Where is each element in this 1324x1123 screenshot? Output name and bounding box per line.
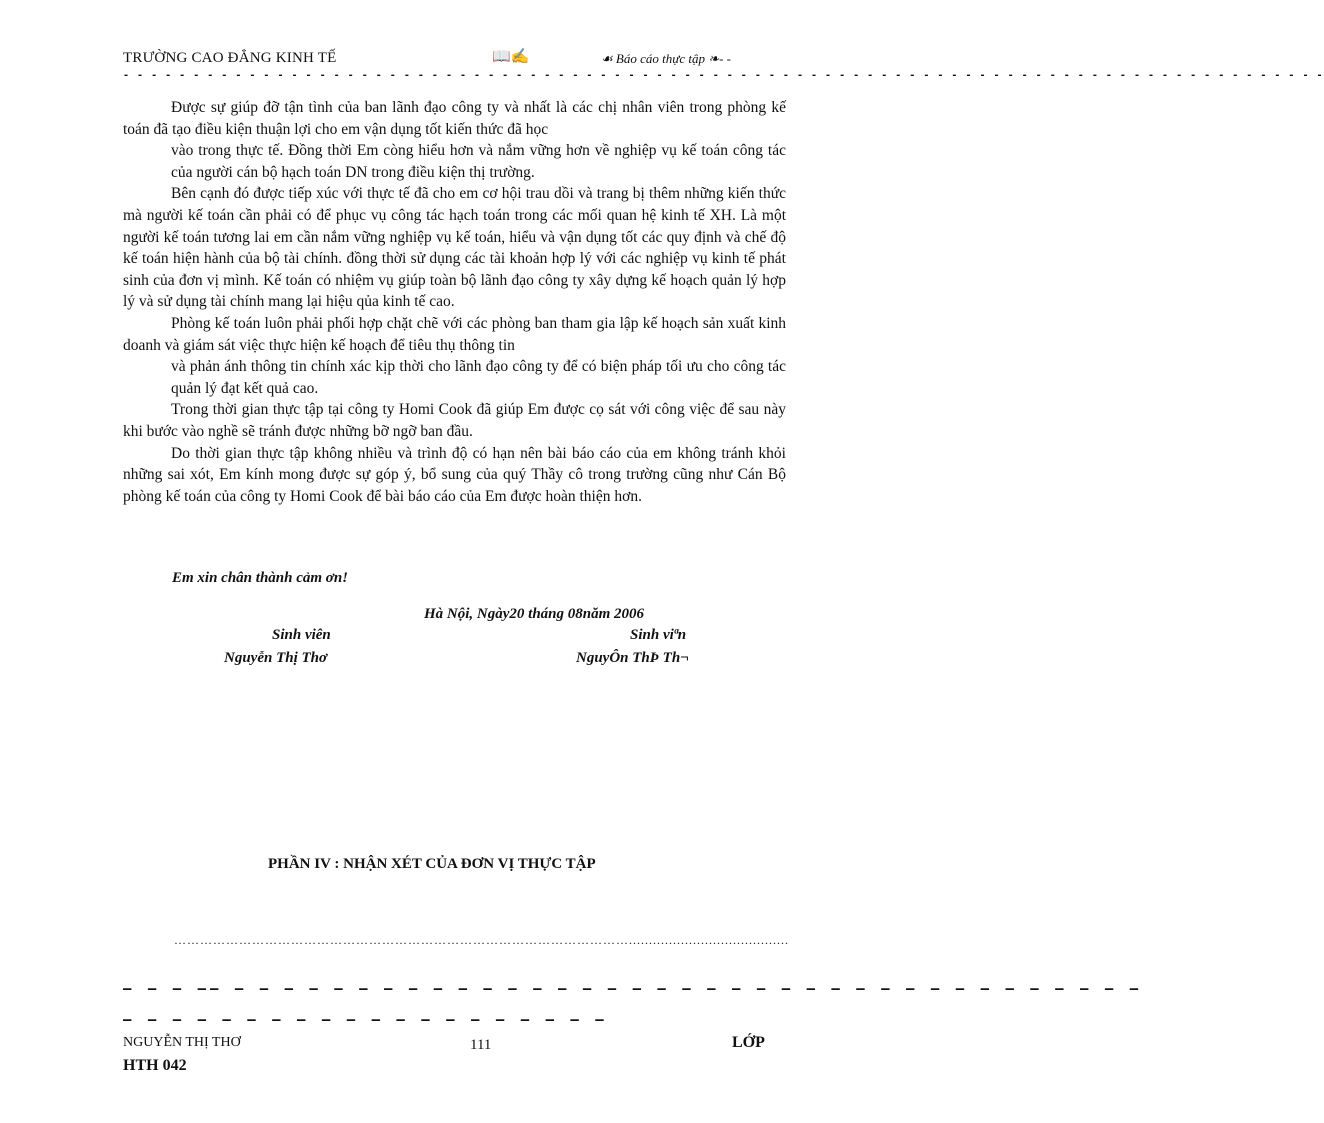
paragraph-1-line-1: Được sự giúp đỡ tận tình của ban lãnh đạo công ty và nhất là các chị nhân viên trong phòng kế toán đã tạo điều kiện thuận lợi cho em vận dụng tốt kiến thức đã học [123, 99, 786, 138]
signature-right-name: NguyÔn ThÞ Th¬ [576, 650, 690, 666]
thanks-line: Em xin chân thành cảm ơn! [172, 570, 349, 586]
date-line: Hà Nội, Ngày20 tháng 08năm 2006 [424, 606, 645, 622]
header-divider: - - - - - - - - - - - - - - - - - - - - - - - - - - - - - - - - - - - - - - - - - - - - - - - - - - - - - - - - - - - - - - - - - - - - - - - - - - - - - - - - - - - - - - [123, 70, 1324, 81]
signature-left-role: Sinh viên [272, 627, 331, 643]
paragraph-2: Bên cạnh đó được tiếp xúc với thực tế đã cho em cơ hội trau dồi và trang bị thêm những kiến thức mà người kế toán cần phải có để phục vụ công tác hạch toán trong các mối quan hệ kinh tế XH. Là một người kế toán tương lai em cần nắm vững nghiệp vụ kế toán, hiểu và vận dụng tốt các quy định và chế độ kế toán hiện hành của bộ tài chính. đồng thời sử dụng các tài khoản hợp lý với các nghiệp vụ kinh tế phát sinh của đơn vị mình. Kế toán có nhiệm vụ giúp toàn bộ lãnh đạo công ty xây dựng kế hoạch quản lý hợp lý và sử dụng tài chính mang lại hiệu qủa kinh tế cao. [123, 185, 786, 311]
footer-student-name: NGUYỄN THỊ THƠ [123, 1035, 241, 1050]
paragraph-1-line-2: vào trong thực tế. Đồng thời Em còng hiểu hơn và nắm vững hơn về nghiệp vụ kế toán công tác của người cán bộ hạch toán DN trong điều kiện thị trường. [171, 142, 786, 181]
school-name: TRƯỜNG CAO ĐẲNG KINH TẾ [123, 50, 337, 66]
footer-class-label: LỚP [732, 1034, 765, 1051]
report-body [123, 97, 786, 507]
footer-divider-2: – – – – – – – – – – – – – – – – – – – – [123, 1012, 608, 1028]
comment-dotted-line: ……………………………………………………………………………………………........................................ [174, 933, 789, 947]
paragraph-3-line-1: Phòng kế toán luôn phải phối hợp chặt chẽ với các phòng ban tham gia lập kế hoạch sản xuất kinh doanh và giám sát việc thực hiện kế hoạch để tiêu thụ thông tin [123, 314, 786, 354]
paragraph-3-line-2: và phản ánh thông tin chính xác kịp thời cho lãnh đạo công ty để có biện pháp tối ưu cho công tác quản lý đạt kết quả cao. [171, 358, 786, 397]
paragraph-5: Do thời gian thực tập không nhiều và trình độ có hạn nên bài báo cáo của em không tránh khỏi những sai xót, Em kính mong được sự góp ý, bổ sung của quý Thầy cô trong trường cũng như Cán Bộ phòng kế toán của công ty Homi Cook để bài báo cáo của Em được hoàn thiện hơn. [123, 444, 786, 505]
footer-class-code: HTH 042 [123, 1057, 187, 1074]
footer-divider-1: – – – –– – – – – – – – – – – – – – – – – – – – – – – – – – – – – – – – – – – – – – [123, 981, 1143, 997]
page-number: 111 [470, 1037, 492, 1053]
signature-right-role: Sinh viªn [630, 627, 687, 643]
signature-left-name: Nguyễn Thị Thơ [224, 650, 328, 666]
paragraph-4: Trong thời gian thực tập tại công ty Homi Cook đã giúp Em được cọ sát với công việc để sau này khi bước vào nghề sẽ tránh được những bỡ ngỡ ban đầu. [123, 401, 786, 440]
section-title: PHẦN IV : NHẬN XÉT CỦA ĐƠN VỊ THỰC TẬP [268, 856, 596, 872]
report-label: ☙ Báo cáo thực tập ❧- - [601, 51, 731, 66]
book-pen-icon: 📖✍ [492, 49, 530, 65]
